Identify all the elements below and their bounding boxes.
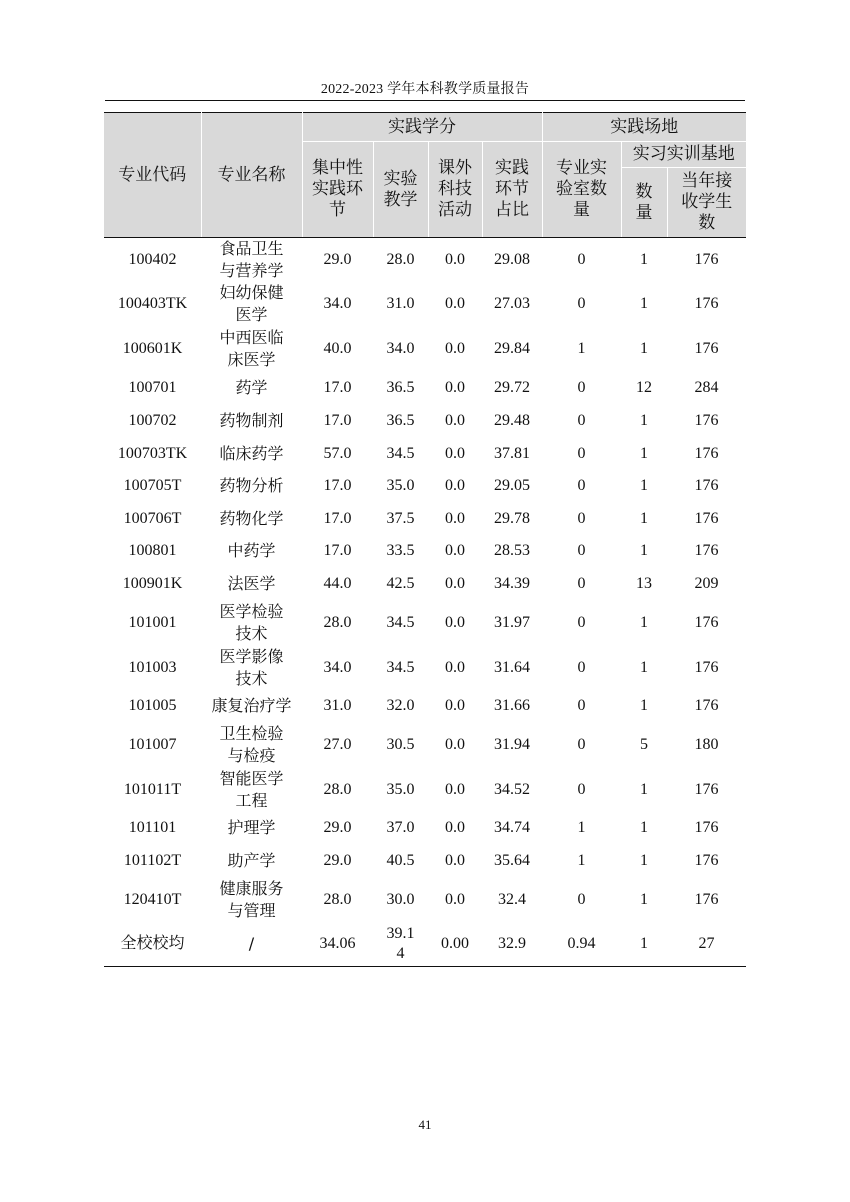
- cell-concentrated: 29.0: [323, 851, 352, 869]
- cell-ratio: 37.81: [494, 444, 530, 462]
- header-students: 当年接收学生数: [667, 168, 746, 238]
- cell-extracurricular: 0.0: [445, 613, 465, 631]
- cell-concentrated: 34.0: [323, 295, 352, 312]
- cell-ratio: 27.03: [494, 295, 530, 312]
- table-row: [104, 600, 746, 645]
- cell-lab-count: 1: [577, 819, 586, 836]
- cell-base-count: 1: [640, 251, 648, 268]
- cell-concentrated: 57.0: [323, 444, 352, 462]
- header-base-group: 实习实训基地: [621, 142, 746, 168]
- table-body: [104, 238, 746, 967]
- cell-lab-count: 1: [577, 851, 586, 869]
- cell-name: 医学影像技术: [219, 646, 284, 688]
- cell-extracurricular: 0.0: [445, 295, 465, 312]
- table-row: [104, 238, 746, 283]
- cell-students: 176: [694, 509, 719, 527]
- cell-concentrated: 40.0: [323, 340, 352, 357]
- cell-extracurricular: 0.0: [445, 542, 465, 559]
- cell-name: 药物分析: [219, 476, 284, 495]
- cell-base-count: 13: [636, 574, 652, 592]
- cell-concentrated: 17.0: [323, 477, 352, 494]
- cell-code: 100702: [128, 411, 177, 429]
- header-rule: [105, 100, 745, 101]
- cell-lab-count: 0: [577, 411, 586, 429]
- table-row: [104, 844, 746, 877]
- cell-code: 101001: [128, 613, 177, 631]
- header-venue-group: 实践场地: [542, 113, 746, 142]
- cell-name: 药物化学: [219, 508, 284, 528]
- cell-name: 医学检验技术: [219, 601, 284, 643]
- cell-ratio: 34.74: [494, 819, 530, 836]
- cell-lab-count: 0: [577, 444, 586, 462]
- cell-code: 100701: [128, 379, 177, 396]
- cell-extracurricular: 0.0: [445, 251, 465, 268]
- cell-experiment: 32.0: [386, 697, 415, 714]
- practice-credits-table: [104, 112, 746, 967]
- cell-students: 176: [694, 851, 719, 869]
- cell-extracurricular: 0.0: [445, 444, 465, 462]
- cell-extracurricular: 0.0: [445, 509, 465, 527]
- table-row: [104, 326, 746, 372]
- cell-concentrated: 17.0: [323, 411, 352, 429]
- table-row: [104, 567, 746, 600]
- header-extracurricular: 课外科技活动: [428, 142, 482, 238]
- table-row: [104, 812, 746, 844]
- cell-concentrated: 17.0: [323, 379, 352, 396]
- cell-base-count: 1: [640, 295, 648, 312]
- cell-experiment: 33.5: [386, 542, 415, 559]
- cell-ratio: 35.64: [494, 851, 530, 869]
- cell-ratio: 31.94: [494, 735, 530, 753]
- cell-base-count: 1: [640, 890, 648, 908]
- cell-students: 176: [694, 697, 719, 714]
- cell-ratio: 29.84: [494, 340, 530, 357]
- cell-students: 176: [694, 444, 719, 462]
- cell-concentrated: 28.0: [323, 613, 352, 631]
- cell-base-count: 1: [640, 613, 648, 631]
- cell-concentrated: 17.0: [323, 542, 352, 559]
- cell-extracurricular: 0.0: [445, 411, 465, 429]
- cell-concentrated: 34.06: [302, 922, 373, 966]
- table-row: [104, 502, 746, 535]
- cell-students: 284: [694, 379, 719, 396]
- cell-ratio: 31.66: [494, 697, 530, 714]
- page-header-title: 2022-2023 学年本科教学质量报告: [320, 82, 530, 97]
- cell-lab-count: 0: [577, 477, 586, 494]
- cell-base-count: 12: [636, 379, 652, 396]
- cell-name: 药物制剂: [219, 410, 284, 430]
- cell-lab-count: 0.94: [542, 922, 621, 966]
- cell-code: 101102T: [123, 851, 182, 869]
- table-header: [104, 113, 746, 238]
- cell-ratio: 28.53: [494, 542, 530, 559]
- cell-base-count: 1: [640, 542, 648, 559]
- cell-ratio: 34.39: [494, 574, 530, 592]
- cell-ratio: 32.4: [498, 890, 526, 908]
- cell-students: 176: [694, 295, 719, 312]
- cell-students: 176: [694, 477, 719, 494]
- cell-name: 助产学: [227, 850, 276, 870]
- cell-experiment: 34.5: [386, 444, 415, 462]
- cell-experiment: 30.0: [386, 890, 415, 908]
- cell-code: 101101: [128, 819, 177, 836]
- cell-lab-count: 0: [577, 658, 586, 676]
- cell-experiment: 39.14: [373, 922, 428, 966]
- cell-students: 176: [694, 411, 719, 429]
- header-name: 专业名称: [201, 113, 302, 238]
- cell-name: 卫生检验与检疫: [219, 723, 284, 765]
- cell-name: /: [201, 922, 302, 966]
- cell-name: 健康服务与管理: [219, 878, 284, 920]
- table-row: [104, 282, 746, 326]
- cell-concentrated: 27.0: [323, 735, 352, 753]
- cell-extracurricular: 0.0: [445, 574, 465, 592]
- cell-code: 101005: [128, 697, 177, 714]
- cell-students: 27: [667, 922, 746, 966]
- cell-code: 101003: [128, 658, 177, 676]
- cell-name: 智能医学工程: [219, 768, 284, 810]
- table-row: [104, 645, 746, 690]
- cell-base-count: 5: [640, 735, 648, 753]
- cell-experiment: 35.0: [386, 477, 415, 494]
- table-row: [104, 690, 746, 722]
- cell-students: 176: [694, 340, 719, 357]
- cell-code: 120410T: [123, 890, 182, 908]
- cell-extracurricular: 0.0: [445, 697, 465, 714]
- cell-extracurricular: 0.0: [445, 658, 465, 676]
- cell-experiment: 35.0: [386, 780, 415, 798]
- cell-experiment: 36.5: [386, 411, 415, 429]
- header-experiment: 实验教学: [373, 142, 428, 238]
- cell-students: 176: [694, 819, 719, 836]
- cell-name: 康复治疗学: [211, 696, 292, 715]
- cell-code: 100403TK: [117, 295, 188, 312]
- cell-students: 176: [694, 890, 719, 908]
- cell-lab-count: 0: [577, 295, 586, 312]
- cell-extracurricular: 0.00: [428, 922, 482, 966]
- table-row: [104, 922, 746, 966]
- cell-experiment: 34.5: [386, 613, 415, 631]
- cell-base-count: 1: [640, 780, 648, 798]
- cell-concentrated: 34.0: [323, 658, 352, 676]
- cell-code: 100901K: [122, 574, 183, 592]
- cell-experiment: 37.5: [386, 509, 415, 527]
- header-base-count: 数量: [621, 168, 667, 238]
- cell-code: 100402: [128, 251, 177, 268]
- cell-lab-count: 0: [577, 613, 586, 631]
- cell-extracurricular: 0.0: [445, 379, 465, 396]
- cell-name: 中西医临床医学: [219, 328, 284, 369]
- cell-name: 法医学: [227, 573, 276, 593]
- cell-ratio: 31.97: [494, 613, 530, 631]
- table-row: [104, 535, 746, 567]
- table-row: [104, 722, 746, 767]
- cell-students: 176: [694, 251, 719, 268]
- cell-ratio: 32.9: [482, 922, 542, 966]
- cell-extracurricular: 0.0: [445, 819, 465, 836]
- cell-concentrated: 29.0: [323, 251, 352, 268]
- header-credits-group: 实践学分: [302, 113, 542, 142]
- cell-experiment: 28.0: [386, 251, 415, 268]
- cell-experiment: 36.5: [386, 379, 415, 396]
- cell-lab-count: 0: [577, 697, 586, 714]
- table-row: [104, 404, 746, 437]
- cell-name: 妇幼保健医学: [219, 283, 284, 324]
- cell-concentrated: 31.0: [323, 697, 352, 714]
- cell-concentrated: 29.0: [323, 819, 352, 836]
- cell-students: 176: [694, 542, 719, 559]
- cell-ratio: 34.52: [494, 780, 530, 798]
- cell-base-count: 1: [640, 444, 648, 462]
- cell-experiment: 34.5: [386, 658, 415, 676]
- cell-lab-count: 0: [577, 542, 586, 559]
- cell-lab-count: 0: [577, 780, 586, 798]
- table-row: [104, 372, 746, 404]
- cell-base-count: 1: [640, 477, 648, 494]
- cell-name: 食品卫生与营养学: [219, 239, 284, 280]
- table-row: [104, 437, 746, 470]
- cell-lab-count: 0: [577, 509, 586, 527]
- cell-base-count: 1: [640, 697, 648, 714]
- cell-code: 全校校均: [104, 922, 201, 966]
- cell-extracurricular: 0.0: [445, 735, 465, 753]
- header-lab-count: 专业实验室数量: [542, 142, 621, 238]
- cell-lab-count: 0: [577, 574, 586, 592]
- header-concentrated: 集中性实践环节: [302, 142, 373, 238]
- cell-ratio: 29.72: [494, 379, 530, 396]
- cell-experiment: 37.0: [386, 819, 415, 836]
- cell-code: 100706T: [123, 509, 182, 527]
- header-code: 专业代码: [104, 113, 201, 238]
- table-row: [104, 470, 746, 502]
- cell-lab-count: 0: [577, 735, 586, 753]
- cell-code: 100703TK: [117, 444, 188, 462]
- cell-ratio: 29.48: [494, 411, 530, 429]
- cell-extracurricular: 0.0: [445, 851, 465, 869]
- cell-code: 100601K: [122, 340, 183, 357]
- cell-students: 180: [694, 735, 719, 753]
- cell-name: 中药学: [227, 541, 276, 560]
- cell-experiment: 42.5: [386, 574, 415, 592]
- table-row: [104, 767, 746, 812]
- cell-experiment: 30.5: [386, 735, 415, 753]
- cell-concentrated: 28.0: [323, 890, 352, 908]
- cell-lab-count: 0: [577, 379, 586, 396]
- cell-students: 176: [694, 780, 719, 798]
- cell-name: 护理学: [227, 818, 276, 837]
- cell-lab-count: 0: [577, 890, 586, 908]
- cell-concentrated: 17.0: [323, 509, 352, 527]
- cell-code: 100705T: [123, 477, 182, 494]
- cell-lab-count: 0: [577, 251, 586, 268]
- cell-ratio: 31.64: [494, 658, 530, 676]
- cell-base-count: 1: [621, 922, 667, 966]
- cell-base-count: 1: [640, 509, 648, 527]
- cell-name: 药学: [235, 378, 268, 397]
- cell-extracurricular: 0.0: [445, 477, 465, 494]
- cell-base-count: 1: [640, 851, 648, 869]
- cell-students: 176: [694, 613, 719, 631]
- cell-concentrated: 44.0: [323, 574, 352, 592]
- cell-code: 101007: [128, 735, 177, 753]
- header-ratio: 实践环节占比: [482, 142, 542, 238]
- cell-experiment: 34.0: [386, 340, 415, 357]
- cell-ratio: 29.05: [494, 477, 530, 494]
- cell-students: 209: [694, 574, 719, 592]
- table-row: [104, 877, 746, 922]
- cell-code: 101011T: [123, 780, 182, 798]
- cell-experiment: 40.5: [386, 851, 415, 869]
- cell-name: 临床药学: [219, 443, 284, 463]
- page-number: 41: [418, 1117, 432, 1132]
- cell-extracurricular: 0.0: [445, 780, 465, 798]
- cell-ratio: 29.08: [494, 251, 530, 268]
- cell-experiment: 31.0: [386, 295, 415, 312]
- cell-code: 100801: [128, 542, 177, 559]
- cell-base-count: 1: [640, 340, 648, 357]
- cell-lab-count: 1: [577, 340, 586, 357]
- cell-extracurricular: 0.0: [445, 340, 465, 357]
- cell-base-count: 1: [640, 658, 648, 676]
- cell-base-count: 1: [640, 411, 648, 429]
- cell-extracurricular: 0.0: [445, 890, 465, 908]
- cell-ratio: 29.78: [494, 509, 530, 527]
- cell-base-count: 1: [640, 819, 648, 836]
- cell-students: 176: [694, 658, 719, 676]
- cell-concentrated: 28.0: [323, 780, 352, 798]
